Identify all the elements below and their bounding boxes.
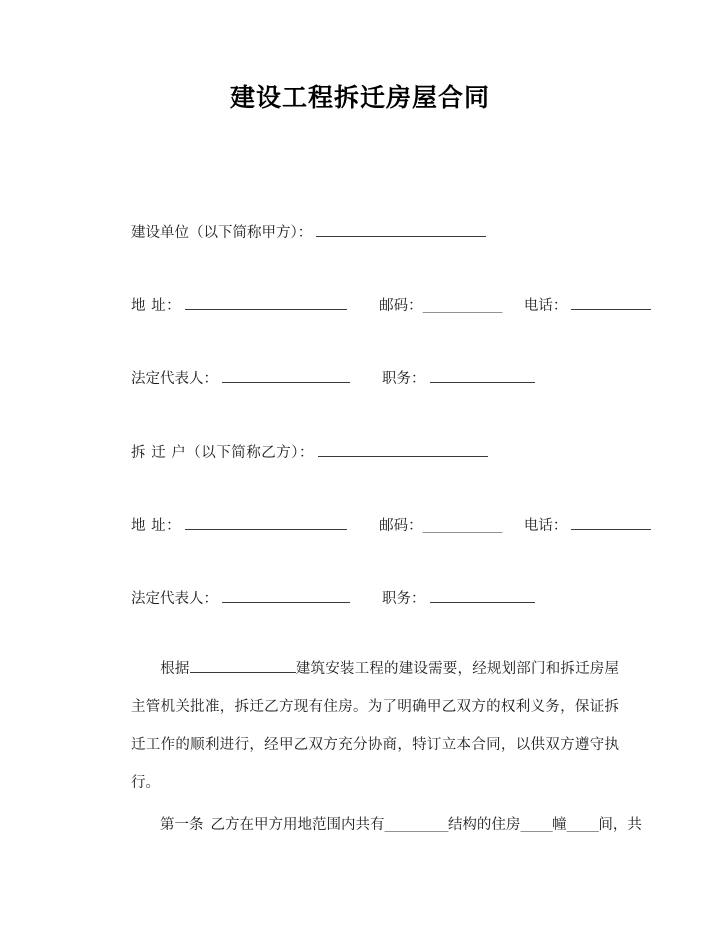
party-a-phone-input-blank[interactable]	[571, 296, 651, 310]
clause-one-building-count-blank[interactable]: ____	[520, 816, 553, 832]
party-b-postcode-input-blank[interactable]: __________	[422, 517, 502, 533]
clause-one-text-3: 幢	[552, 817, 567, 833]
clause-one-room-count-blank[interactable]: ____	[566, 816, 599, 832]
clause-one-text-4: 间，共	[598, 817, 642, 833]
project-name-input-blank[interactable]	[190, 660, 296, 673]
party-a-postcode-label: 邮码：	[379, 298, 423, 314]
party-b-legal-rep-input-blank[interactable]	[222, 589, 350, 603]
party-b-org-label: 拆 迁 户（以下简称乙方）：	[131, 445, 314, 461]
party-a-phone-label: 电话：	[523, 298, 568, 314]
preamble-body-text: 建筑安装工程的建设需要，经规划部门和拆迁房屋主管机关批准，拆迁乙方现有住房。为了明确甲乙双方的权利义务，保证拆迁工作的顺利进行，经甲乙双方充分协商，特订立本合同，以供双方遵守执行。	[131, 661, 620, 791]
party-b-address-label: 地 址：	[131, 518, 182, 534]
party-a-org-input-blank[interactable]	[316, 223, 486, 237]
party-b-position-label: 职务：	[382, 591, 426, 607]
party-a-legal-rep-label: 法定代表人：	[131, 371, 218, 387]
party-b-position-input-blank[interactable]	[430, 589, 535, 603]
clause-one-number: 第一条	[160, 817, 204, 833]
preamble-paragraph	[131, 650, 619, 802]
party-b-phone-label: 电话：	[523, 518, 568, 534]
party-a-address-label: 地 址：	[131, 298, 182, 314]
party-b-phone-input-blank[interactable]	[571, 516, 651, 530]
party-a-address-input-blank[interactable]	[185, 296, 347, 310]
clause-one-text-2: 结构的住房	[447, 817, 521, 833]
field-row-party-a-legal-rep	[131, 369, 537, 389]
field-row-party-b-org	[131, 443, 490, 463]
party-b-legal-rep-label: 法定代表人：	[131, 591, 218, 607]
clause-one-text-1: 乙方在甲方用地范围内共有	[210, 817, 385, 833]
party-a-position-label: 职务：	[382, 371, 426, 387]
page-title: 建设工程拆迁房屋合同	[229, 83, 490, 112]
field-row-party-a-address	[131, 296, 653, 316]
field-row-party-a-org	[131, 223, 488, 243]
field-row-party-b-address	[131, 516, 653, 536]
clause-one	[131, 810, 642, 840]
party-b-org-input-blank[interactable]	[318, 443, 488, 457]
party-b-postcode-label: 邮码：	[379, 518, 423, 534]
party-a-org-label: 建设单位（以下简称甲方）：	[131, 225, 313, 241]
clause-one-structure-blank[interactable]: ________	[384, 816, 448, 832]
field-row-party-b-legal-rep	[131, 589, 537, 609]
party-a-legal-rep-input-blank[interactable]	[222, 369, 350, 383]
party-b-address-input-blank[interactable]	[185, 516, 347, 530]
party-a-position-input-blank[interactable]	[430, 369, 535, 383]
party-a-postcode-input-blank[interactable]: __________	[422, 297, 502, 313]
preamble-lead-text: 根据	[160, 661, 190, 677]
